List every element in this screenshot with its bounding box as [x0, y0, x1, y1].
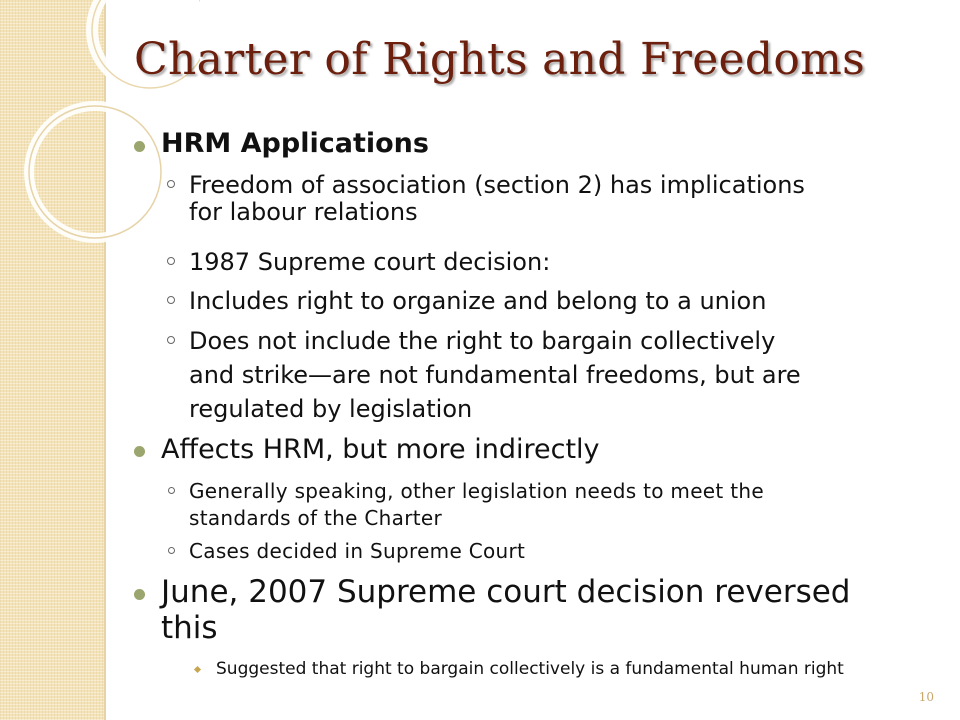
slide-title: Charter of Rights and Freedoms — [134, 34, 866, 85]
bullet-text: Does not include the right to bargain collectively — [189, 327, 776, 355]
bullet-text-continued: standards of the Charter — [189, 506, 442, 530]
bullet-ring-icon — [167, 257, 175, 265]
bullet-dot-icon — [134, 589, 145, 600]
bullet-text: Generally speaking, other legislation needs to meet the — [189, 479, 764, 503]
bullet-ring-icon — [167, 336, 175, 344]
bullet-text-continued: regulated by legislation — [189, 395, 473, 423]
bullet-text-continued: this — [161, 610, 218, 646]
bullet-text: 1987 Supreme court decision: — [189, 248, 551, 276]
bullet-diamond-icon — [194, 666, 201, 673]
bullet-text: Includes right to organize and belong to a union — [189, 287, 767, 315]
bullet-text: HRM Applications — [161, 128, 429, 159]
bullet-text: Suggested that right to bargain collectively is a fundamental human right — [216, 659, 844, 679]
bullet-text-continued: for labour relations — [189, 198, 418, 226]
bullet-ring-icon — [168, 487, 175, 494]
bullet-text: Affects HRM, but more indirectly — [161, 434, 600, 465]
bullet-text-continued: and strike—are not fundamental freedoms, but are — [189, 361, 801, 389]
bullet-text: Freedom of association (section 2) has implications — [189, 171, 805, 199]
bullet-ring-icon — [167, 296, 175, 304]
bullet-dot-icon — [134, 446, 145, 457]
bullet-dot-icon — [134, 141, 145, 152]
bullet-ring-icon — [168, 547, 175, 554]
bullet-text: Cases decided in Supreme Court — [189, 539, 526, 563]
page-number: 10 — [918, 690, 934, 704]
bullet-text: June, 2007 Supreme court decision reversed — [161, 574, 851, 610]
bullet-ring-icon — [167, 180, 175, 188]
